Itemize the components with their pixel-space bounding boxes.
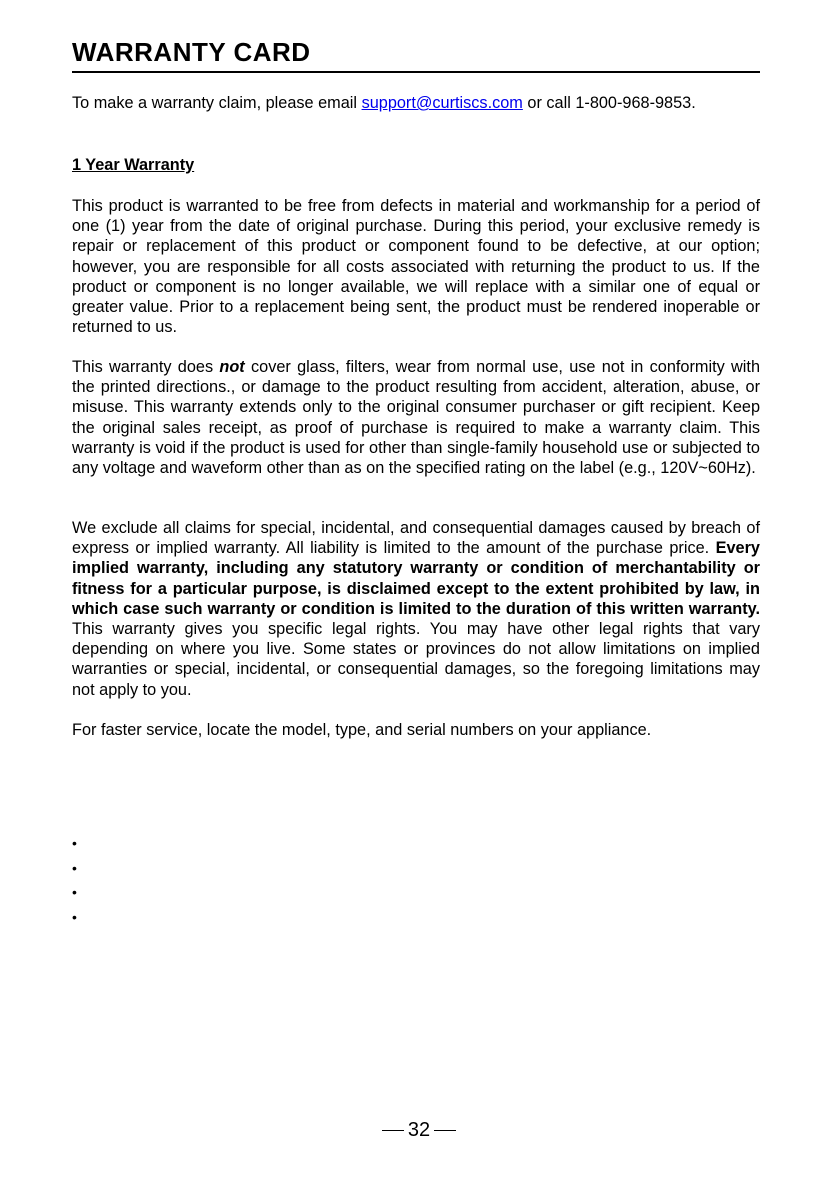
contact-prefix: To make a warranty claim, please email: [72, 94, 362, 112]
page-title: WARRANTY CARD: [72, 36, 760, 73]
bullet-list: [72, 833, 84, 931]
page-number: 32: [407, 1119, 431, 1141]
bullet-marker: •: [72, 884, 77, 900]
liability-text-end: This warranty gives you specific legal rights. You may have other legal rights that vary depending on where you live. Some states or provinces do not allow limitations on implied warranties or special, incidental, or consequential damages, so the foregoing limitations may not apply to you.: [72, 620, 760, 699]
disclaimer-bold-text: Every implied warranty, including any statutory warranty or condition of merchantability or fitness for a particular purpose, is disclaimed except to the extent prohibited by law, in which case such warranty or condition is limited to the duration of this written warranty.: [72, 539, 760, 618]
page-footer: [0, 1118, 838, 1142]
exclusions-text-end: cover glass, filters, wear from normal use, use not in conformity with the printed directions., or damage to the product resulting from accident, alteration, abuse, or misuse. This warranty extends only to the original consumer purchaser or gift recipient. Keep the original sales receipt, as proof of purchase is required to make a warranty claim. This warranty is void if the product is used for other than single-family household use or subjected to any voltage and waveform other than as on the specified rating on the label (e.g., 120V~60Hz).: [72, 358, 760, 478]
list-item: [72, 858, 84, 883]
service-note-paragraph: For faster service, locate the model, type, and serial numbers on your appliance.: [72, 721, 652, 739]
contact-line: [72, 93, 772, 113]
bullet-marker: •: [72, 835, 77, 851]
footer-dash-left: [382, 1130, 404, 1131]
exclusions-text-start: This warranty does: [72, 358, 220, 376]
list-item: [72, 882, 84, 907]
contact-suffix: or call 1-800-968-9853.: [522, 94, 696, 112]
bullet-marker: •: [72, 859, 77, 876]
list-item: [72, 907, 84, 932]
liability-text-start: We exclude all claims for special, incidental, and consequential damages caused by breach of express or implied warranty. All liability is limited to the amount of the purchase price.: [72, 519, 760, 558]
support-email-link[interactable]: support@curtiscs.com: [361, 94, 523, 112]
section-heading: 1 Year Warranty: [72, 156, 195, 174]
list-item: [72, 833, 84, 858]
warranty-terms-paragraph: This product is warranted to be free from defects in material and workmanship for a period of one (1) year from the date of original purchase. During this period, your exclusive remedy is repair or replacement of this product or component found to be defective, at our option; however, you are responsible for all costs associated with returning the product to us. If the product or component is no longer available, we will replace with a similar one of equal or greater value. Prior to a replacement being sent, the product must be rendered inoperable or returned to us.: [72, 197, 760, 337]
emphasis-not: not: [219, 358, 245, 376]
footer-dash-right: [434, 1130, 456, 1131]
warranty-exclusions-paragraph: [72, 357, 760, 478]
liability-paragraph: [72, 518, 760, 700]
bullet-marker: •: [72, 908, 77, 925]
